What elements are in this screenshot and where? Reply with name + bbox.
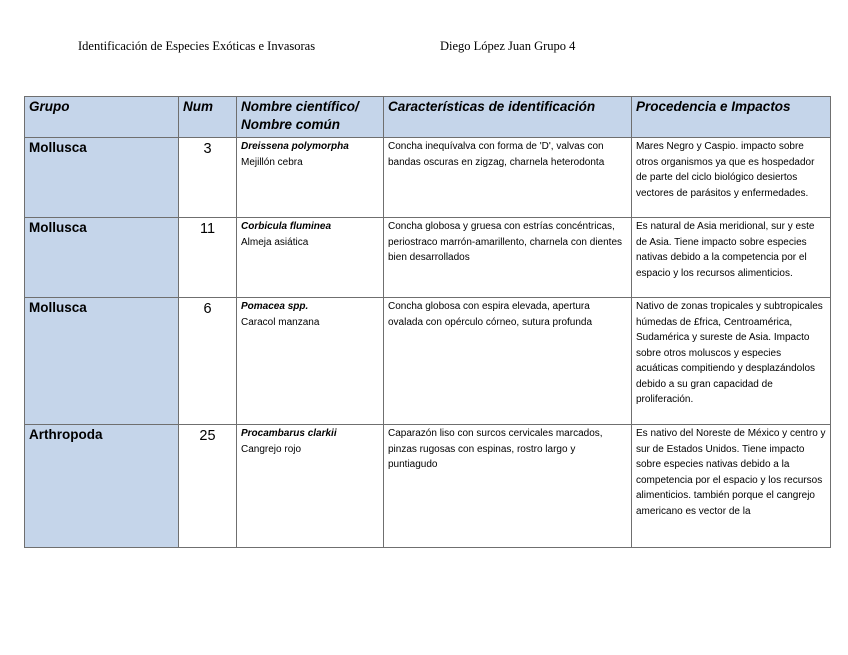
scientific-name: Pomacea spp. — [241, 301, 309, 312]
document-author: Diego López Juan Grupo 4 — [440, 39, 576, 53]
cell-features: Concha inequívalva con forma de 'D', valvas con bandas oscuras en zigzag, charnela heterodonta — [384, 138, 632, 218]
scientific-name: Corbicula fluminea — [241, 221, 332, 232]
cell-origin: Nativo de zonas tropicales y subtropicales húmedas de £frica, Centroamérica, Sudamérica y sureste de Asia. Impacto sobre otros moluscos y especies acuáticas compitiendo y desplazándolos debido a su gran capacidad de proliferación. — [632, 298, 831, 425]
cell-num: 6 — [179, 298, 237, 425]
table-row — [25, 138, 831, 218]
cell-origin: Es nativo del Noreste de México y centro y sur de Estados Unidos. Tiene impacto sobre especies nativas debido a la competencia por el espacio y los recursos alimenticios. también porque el cangrejo americano es vector de la — [632, 425, 831, 548]
cell-origin: Mares Negro y Caspio. impacto sobre otros organismos ya que es hospedador de parte del ciclo biológico desiertos vectores de parásitos y enfermedades. — [632, 138, 831, 218]
cell-group: Mollusca — [25, 218, 179, 298]
cell-group: Mollusca — [25, 298, 179, 425]
cell-features: Caparazón liso con surcos cervicales marcados, pinzas rugosas con espinas, rostro largo y puntiagudo — [384, 425, 632, 548]
cell-group: Mollusca — [25, 138, 179, 218]
column-header-procedencia: Procedencia e Impactos — [632, 97, 831, 138]
column-header-num: Num — [179, 97, 237, 138]
cell-num: 25 — [179, 425, 237, 548]
cell-num: 3 — [179, 138, 237, 218]
cell-num: 11 — [179, 218, 237, 298]
column-header-grupo: Grupo — [25, 97, 179, 138]
cell-origin: Es natural de Asia meridional, sur y este de Asia. Tiene impacto sobre especies nativas debido a la competencia por el espacio y los recursos alimenticios. — [632, 218, 831, 298]
document-title: Identificación de Especies Exóticas e Invasoras — [78, 39, 316, 53]
column-header-nombre: Nombre científico/ Nombre común — [237, 97, 384, 138]
species-table — [24, 96, 831, 548]
cell-name — [237, 298, 384, 425]
cell-group: Arthropoda — [25, 425, 179, 548]
common-name: Caracol manzana — [241, 316, 320, 328]
cell-name — [237, 218, 384, 298]
scientific-name: Dreissena polymorpha — [241, 141, 349, 152]
common-name: Almeja asiática — [241, 236, 309, 248]
common-name: Mejillón cebra — [241, 156, 303, 168]
table-row — [25, 425, 831, 548]
column-header-caracteristicas: Características de identificación — [384, 97, 632, 138]
scientific-name: Procambarus clarkii — [241, 428, 337, 439]
cell-name — [237, 138, 384, 218]
table-header-row — [25, 97, 831, 138]
common-name: Cangrejo rojo — [241, 443, 302, 455]
table-row — [25, 218, 831, 298]
cell-name — [237, 425, 384, 548]
cell-features: Concha globosa con espira elevada, apertura ovalada con opérculo córneo, sutura profunda — [384, 298, 632, 425]
cell-features: Concha globosa y gruesa con estrías concéntricas, periostraco marrón-amarillento, charnela con dientes bien desarrollados — [384, 218, 632, 298]
table-row — [25, 298, 831, 425]
